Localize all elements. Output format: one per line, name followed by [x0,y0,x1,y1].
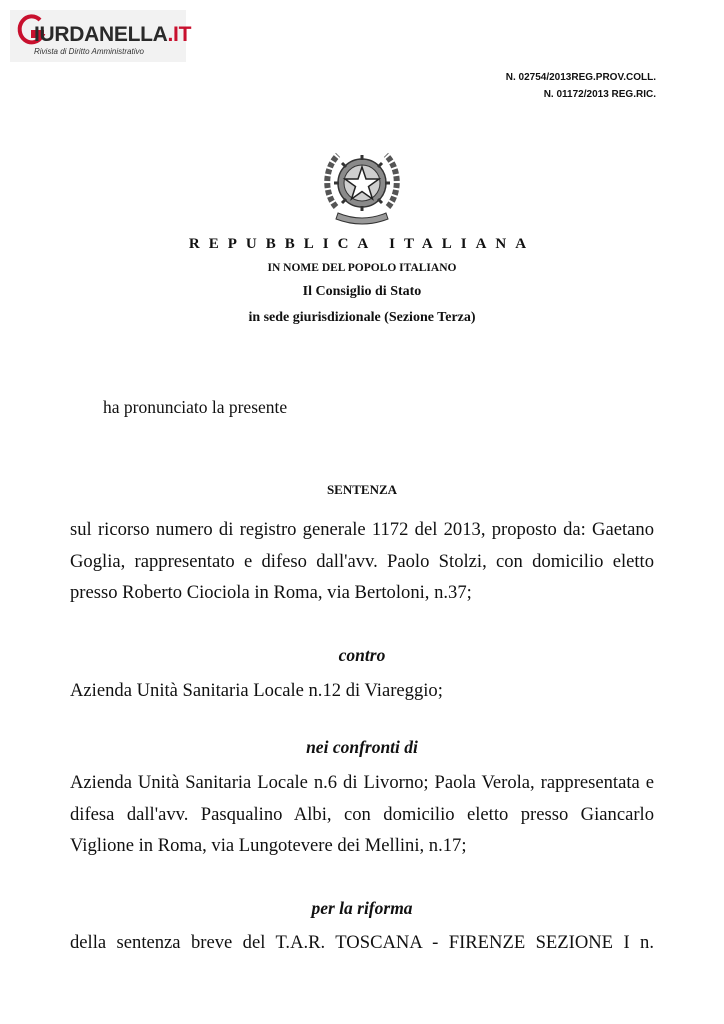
riforma-heading: per la riforma [311,898,413,918]
nei-confronti-heading: nei confronti di [306,737,418,757]
pronunciato-text: ha pronunciato la presente [103,397,288,417]
registry-line-1: N. 02754/2013REG.PROV.COLL. [505,72,656,83]
court-section: in sede giurisdizionale (Sezione Terza) [248,310,476,325]
sentenza-heading: SENTENZA [326,482,398,497]
giurdanella-logo [10,10,192,62]
registry-line-2: N. 01172/2013 REG.RIC. [543,89,656,100]
italian-republic-emblem-icon [322,145,402,227]
court-name: Il Consiglio di Stato [302,284,422,299]
contro-heading: contro [338,645,386,665]
republic-title: REPUBBLICA ITALIANA [188,236,536,252]
registry-numbers [506,69,656,103]
logo-name: IURDANELLA.IT [34,23,192,46]
riforma-paragraph: della sentenza breve del T.A.R. TOSCANA - FIRENZE SEZIONE I n. [70,932,654,953]
in-nome-heading: IN NOME DEL POPOLO ITALIANO [267,262,457,274]
nei-confronti-paragraph: Azienda Unità Sanitaria Locale n.6 di Livorno; Paola Verola, rappresentata e difesa dall'avv. Pasqualino Albi, con domicilio eletto presso Giancarlo Viglione in Roma, via Lungotevere dei Mellini, n.17; [70,772,654,856]
logo-tagline: Rivista di Diritto Amministrativo [34,47,144,56]
contro-paragraph: Azienda Unità Sanitaria Locale n.12 di Viareggio; [70,680,443,701]
ricorso-paragraph: sul ricorso numero di registro generale 1172 del 2013, proposto da: Gaetano Goglia, rappresentato e difeso dall'avv. Paolo Stolzi, con domicilio eletto presso Roberto Ciociola in Roma, via Bertoloni, n.37; [70,519,654,603]
